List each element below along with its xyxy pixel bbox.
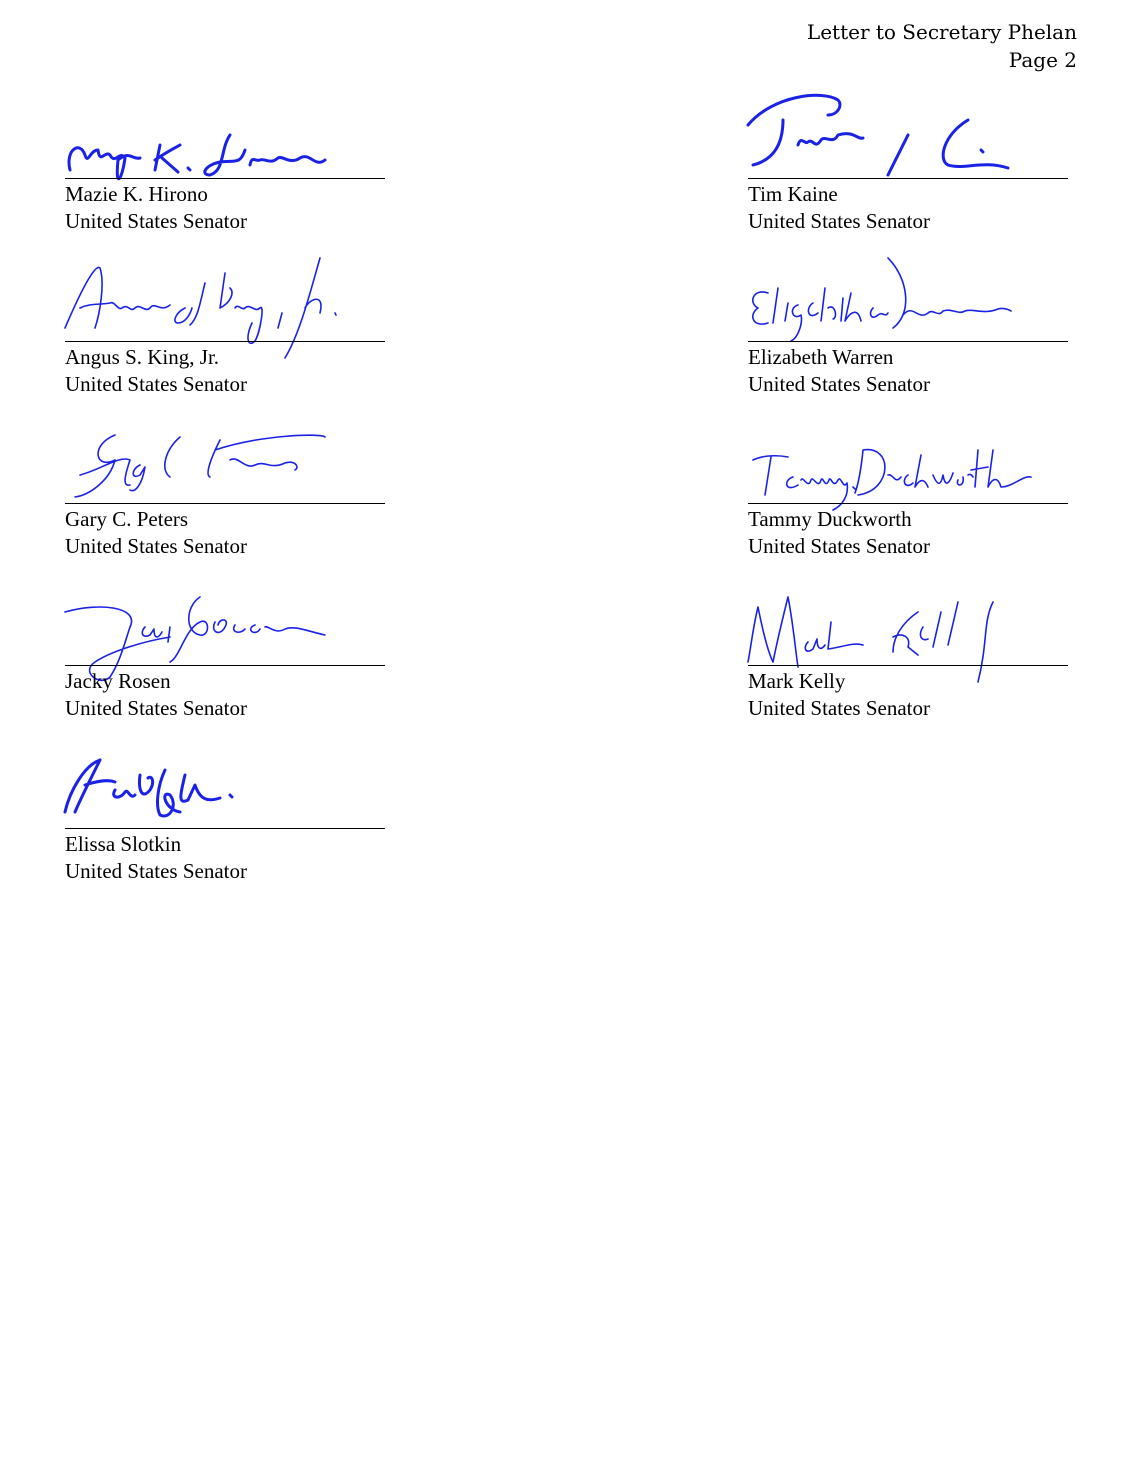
signer-title: United States Senator	[65, 696, 247, 720]
signer-name: Mazie K. Hirono	[65, 182, 208, 206]
signer-title: United States Senator	[748, 209, 930, 233]
signer-name: Jacky Rosen	[65, 669, 171, 693]
signer-title: United States Senator	[748, 696, 930, 720]
signature-line	[748, 665, 1068, 666]
page-number: Page 2	[1008, 48, 1077, 72]
signature-line	[65, 503, 385, 504]
signature-line	[748, 503, 1068, 504]
signer-name: Mark Kelly	[748, 669, 846, 693]
signer-name: Elissa Slotkin	[65, 832, 182, 856]
signature-line	[748, 178, 1068, 179]
signature-line	[65, 341, 385, 342]
page-header	[807, 18, 1077, 74]
signer-name: Gary C. Peters	[65, 507, 189, 531]
signature-line	[748, 341, 1068, 342]
signer-name: Tim Kaine	[748, 182, 838, 206]
signer-title: United States Senator	[65, 534, 247, 558]
signature-line	[65, 828, 385, 829]
signer-title: United States Senator	[748, 534, 930, 558]
signature-line	[65, 178, 385, 179]
letter-title: Letter to Secretary Phelan	[806, 20, 1077, 44]
signer-title: United States Senator	[748, 372, 930, 396]
signer-name: Tammy Duckworth	[748, 507, 912, 531]
signer-title: United States Senator	[65, 209, 247, 233]
signer-title: United States Senator	[65, 859, 247, 883]
signature-line	[65, 665, 385, 666]
signer-title: United States Senator	[65, 372, 247, 396]
signer-name: Angus S. King, Jr.	[65, 345, 220, 369]
signer-name: Elizabeth Warren	[748, 345, 894, 369]
